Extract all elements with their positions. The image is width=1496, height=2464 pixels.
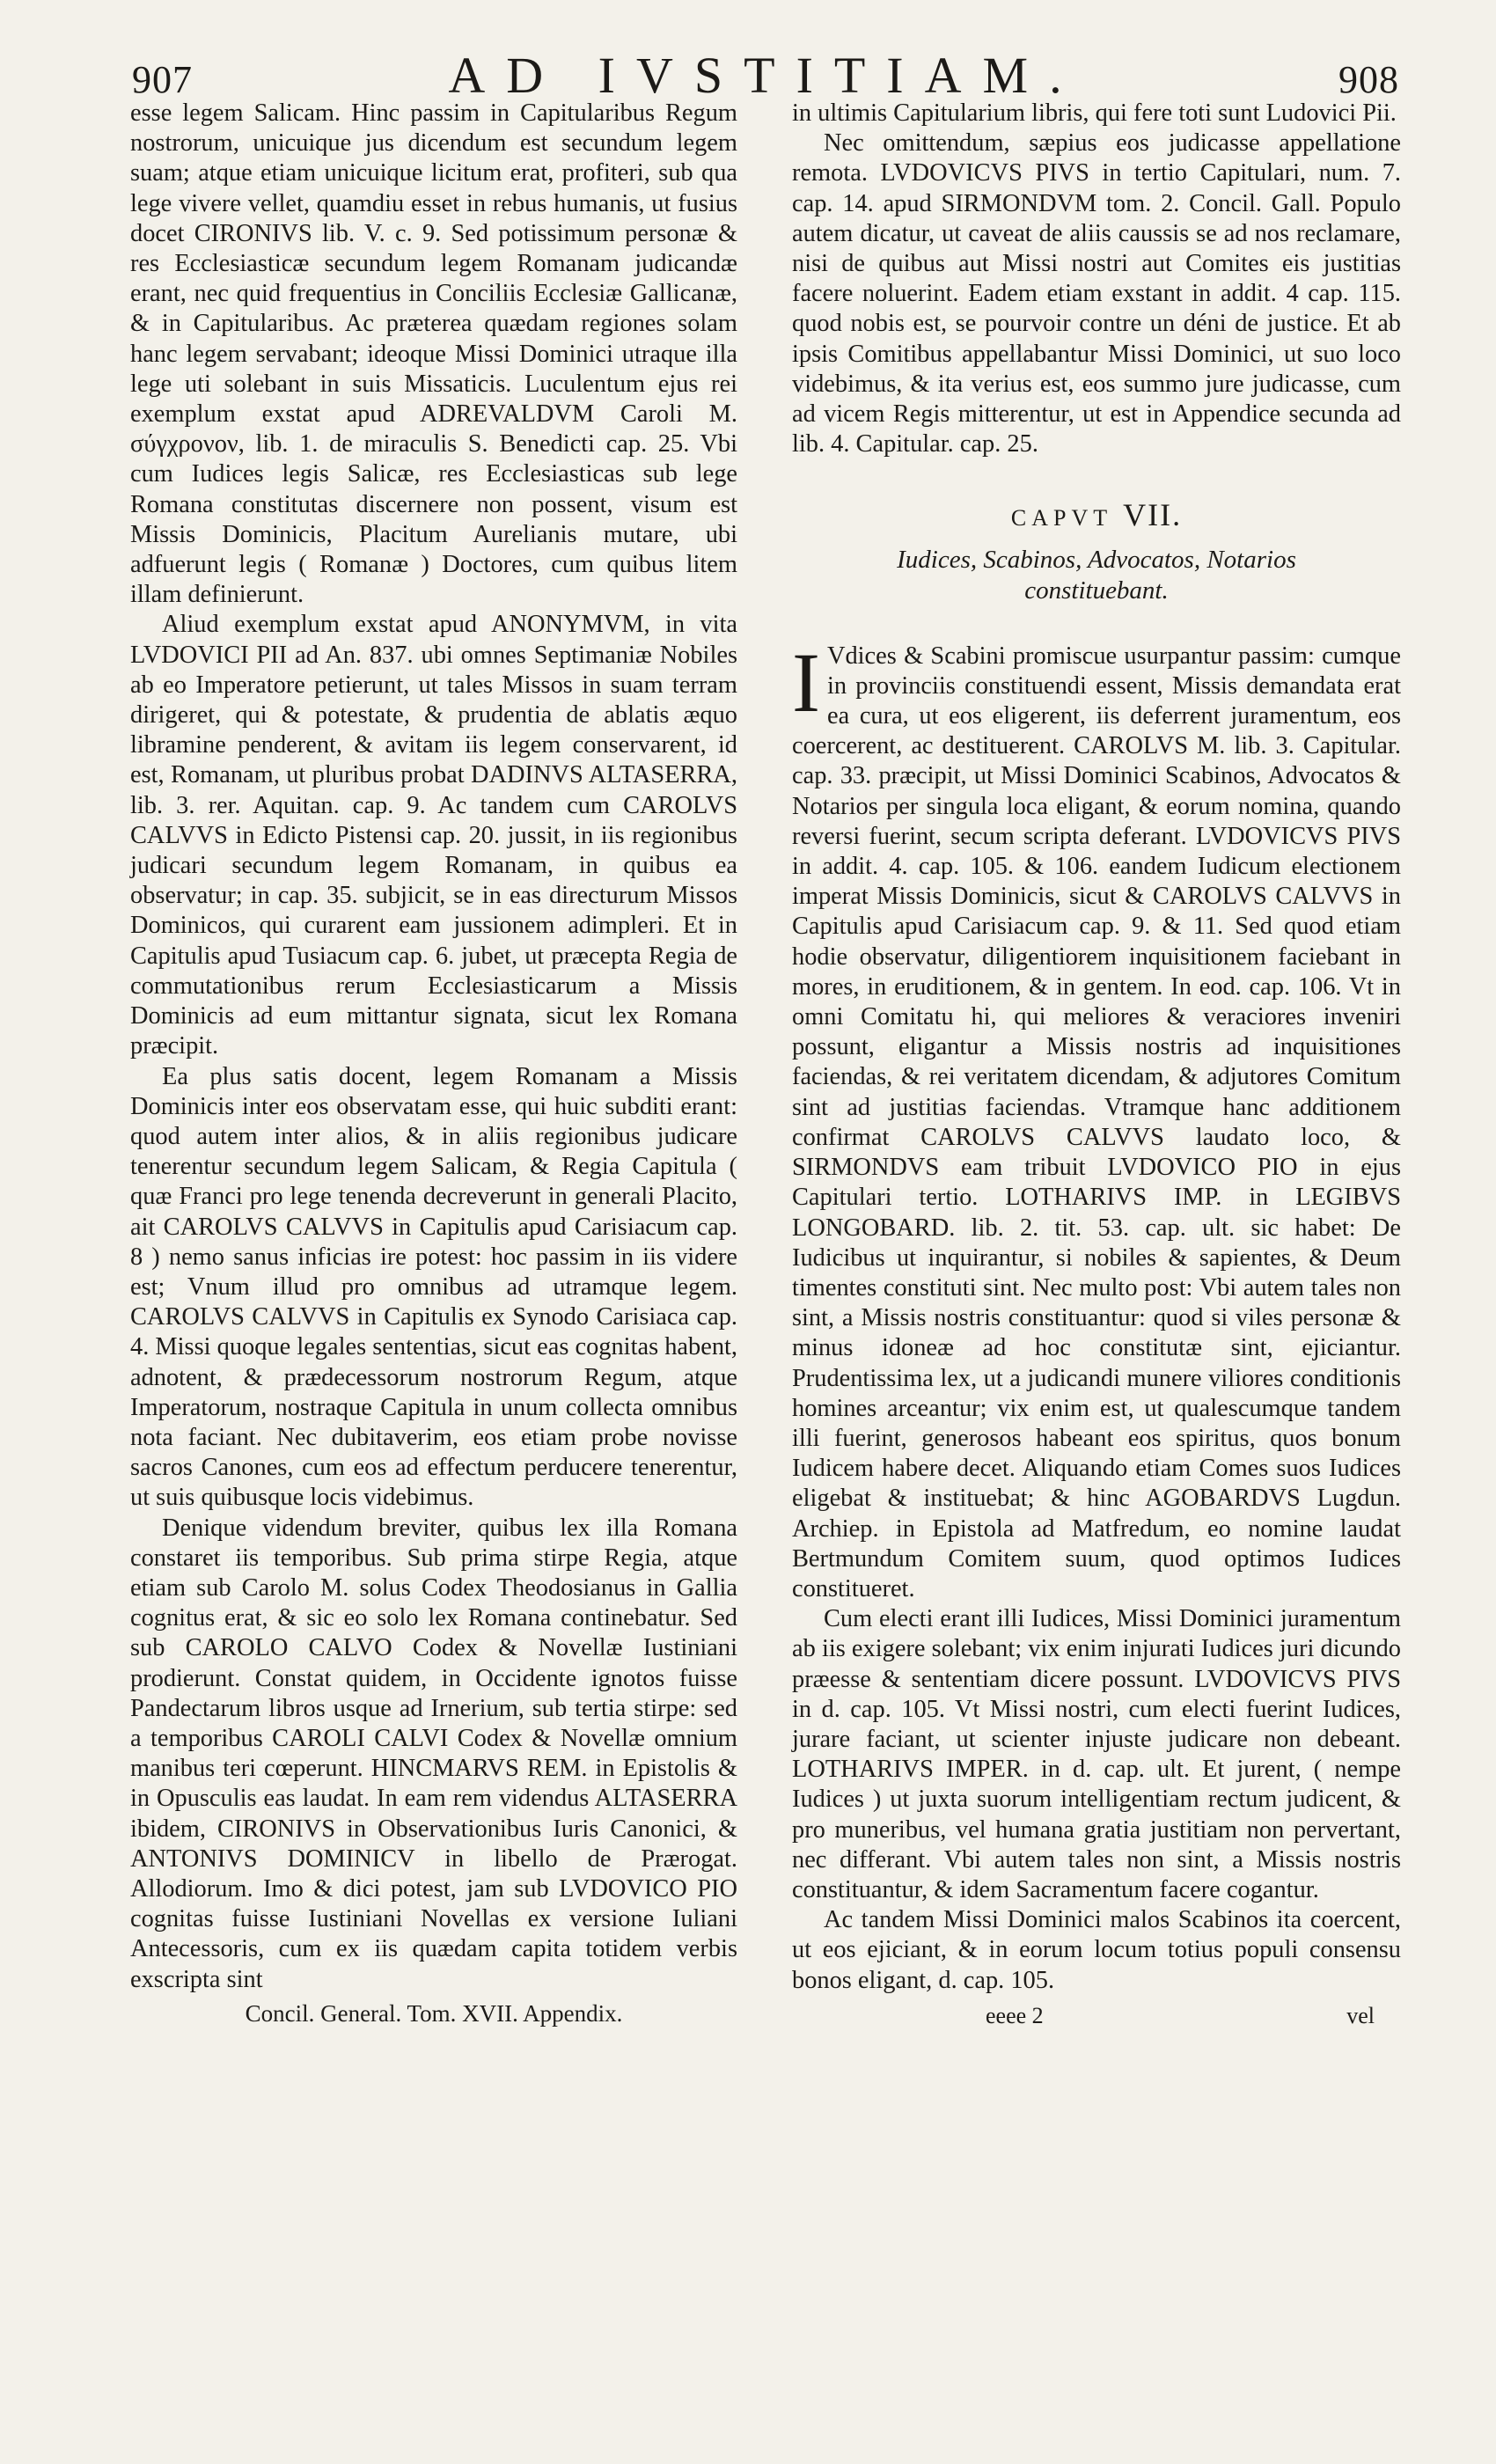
paragraph: in ultimis Capitularium libris, qui fere toti sunt Ludovici Pii. <box>792 99 1397 127</box>
page-footer-note: Concil. General. Tom. XVII. Appendix. <box>245 1999 623 2027</box>
chapter-title: Iudices, Scabinos, Advocatos, Notarios constituebant. <box>897 545 1296 605</box>
paragraph: Denique videndum breviter, quibus lex illa Romana constaret iis temporibus. Sub prima stirpe Regia, atque etiam sub Carolo M. solus Codex Theodosianus in Gallia cognitus erat, & sic eo solo lex Romana continebatur. Sed sub CAROLO CALVO Codex & Novellæ Iustiniani prodierunt. Constat quidem, in Occidente ignotos fuisse Pandectarum libros usque ad Irnerium, sub tertia stirpe: sed a temporibus CAROLI CALVI Codex & Novellæ omnium manibus teri cœperunt. HINCMARVS REM. in Epistolis & in Opusculis eas laudat. In eam rem videndus ALTASERRA ibidem, CIRONIVS in Observationibus Iuris Canonici, & ANTONIVS DOMINICV in libello de Prærogat. Allodiorum. Imo & dici potest, jam sub LVDOVICO PIO cognitas fuisse Iustiniani Novellas ex versione Iuliani Antecessoris, cum ex iis quædam capita totidem verbis exscripta sint <box>130 1514 737 1993</box>
signature-mark: eeee 2 <box>986 2002 1044 2028</box>
signature-line <box>792 2001 1401 2031</box>
paragraph: Ea plus satis docent, legem Romanam a Missis Dominicis inter eos observatam esse, qui huic subditi erant: quod autem inter alios, & in aliis regionibus judicare tenerentur secundum legem Salicam, & Regia Capitula ( quæ Franci pro lege tenenda decreverunt in generali Placito, ait CAROLVS CALVVS in Capitulis apud Carisiacum cap. 8 ) nemo sanus inficias ire potest: hoc passim in iis videre est; Vnum illud pro omnibus ad utramque legem. CAROLVS CALVVS in Capitulis ex Synodo Carisiaca cap. 4. Missi quoque legales sententias, sicut eas cognitas habent, adnotent, & prædecessorum nostrorum Regum, atque Imperatorum, nostraque Capitula in unum collecta omnibus nota faciant. Nec dubitaverim, eos etiam probe novisse sacros Canones, cum eos ad effectum perducere tenerentur, ut suis quibusque locis videbimus. <box>130 1062 737 1512</box>
paragraph <box>792 634 1401 1605</box>
paragraph: Nec omittendum, sæpius eos judicasse appellatione remota. LVDOVICVS PIVS in tertio Capitulari, num. 7. cap. 14. apud SIRMONDVM tom. 2. Concil. Gall. Populo autem dicatur, ut caveat de aliis caussis se ad nos reclamare, nisi de quibus aut Missi nostri aut Comites eis justitias facere noluerint. Eadem etiam exstant in addit. 4 cap. 115. quod nobis est, se pourvoir contre un déni de justice. Et ab ipsis Comitibus appellabantur Missi Dominici, ut suo loco videbimus, & ita verius est, eos summo jure judicasse, cum ad vicem Regis mitterentur, ut est in Appendice secunda ad lib. 4. Capitular. cap. 25. <box>792 129 1401 458</box>
running-title: AD IVSTITIAM. <box>448 47 1083 104</box>
right-column <box>792 99 1401 2031</box>
chapter-number: VII. <box>1123 497 1183 533</box>
paragraph-text: Vdices & Scabini promiscue usurpantur passim: cumque in provinciis constituendi essent, Missis demandata erat ea cura, ut eos eligerent, iis deferrent juramentum, eos coercerent, ac destituerent. CAROLVS M. lib. 3. Capitular. cap. 33. præcipit, ut Missi Dominici Scabinos, Advocatos & Notarios per singula loca eligant, & eorum nomina, quando reversi fuerint, secum scripta deferant. LVDOVICVS PIVS in addit. 4. cap. 105. & 106. eandem Iudicum electionem imperat Missis Dominicis, sicut & CAROLVS CALVVS in Capitulis apud Carisiacum cap. 9. & 11. Sed quod etiam hodie observatur, diligentiorem inquisitionem faciebant in mores, in eruditionem, & in gentem. In eod. cap. 106. Vt in omni Comitatu hi, qui meliores & veraciores inveniri possunt, eligantur a Missis nostris ad inquisitiones faciendas, & rei veritatem dicendam, & adjutores Comitum sint ad justitias faciendas. Vtramque hanc additionem confirmat CAROLVS CALVVS laudato loco, & SIRMONDVS eam tribuit LVDOVICO PIO in ejus Capitulari tertio. LOTHARIVS IMP. in LEGIBVS LONGOBARD. lib. 2. tit. 53. cap. ult. sic habet: De Iudicibus ut inquirantur, si nobiles & sapientes, & Deum timentes constituti sint. Nec multo post: Vbi autem tales non sint, a Missis nostris constituantur: quod si viles personæ & minus idoneæ ad hoc constitutæ sint, ejiciantur. Prudentissima lex, ut a judicandi munere viliores conditionis homines arceantur; vix enim est, ut qualescumque tandem illi fuerint, generosos habeant eos spiritus, quos bonum Iudicem habere decet. Aliquando etiam Comes suos Iudices eligebat & instituebat; & hinc AGOBARDVS Lugdun. Archiep. in Epistola ad Matfredum, eo nomine laudat Bertmundum Comitem suum, quod optimos Iudices constitueret. <box>792 642 1401 1602</box>
paragraph: Ac tandem Missi Dominici malos Scabinos ita coercent, ut eos ejiciant, & in eorum locum totius populi consensu bonos eligant, d. cap. 105. <box>792 1906 1401 1994</box>
paragraph: Aliud exemplum exstat apud ANONYMVM, in vita LVDOVICI PII ad An. 837. ubi omnes Septimaniæ Nobiles ab eo Imperatore petierunt, ut tales Missos in suam terram dirigeret, qui & potestate, & prudentia de ablatis æquo libramine penderent, & avitam iis legem conservarent, id est, Romanam, ut pluribus probat DADINVS ALTASERRA, lib. 3. rer. Aquitan. cap. 9. Ac tandem cum CAROLVS CALVVS in Edicto Pistensi cap. 20. jussit, in iis regionibus judicari secundum legem Romanam, in quibus ea observatur; in cap. 35. subjicit, se in eas directurum Missos Dominicos, qui curarent eam jussionem adimpleri. Et in Capitulis apud Tusiacum cap. 6. jubet, ut præcepta Regia de commutationibus rerum Ecclesiasticarum a Missis Dominicis ad eum mittantur signata, sicut lex Romana præcipit. <box>130 611 737 1060</box>
paragraph: esse legem Salicam. Hinc passim in Capitularibus Regum nostrorum, unicuique jus dicendum est secundum legem suam; atque etiam unicuique licitum erat, profiteri, sub qua lege vivere vellet, quamdiu esset in rebus humanis, ut fusius docet CIRONIVS lib. V. c. 9. Sed potissimum personæ & res Ecclesiasticæ secundum legem Romanam judicandæ erant, nec quid frequentius in Conciliis Ecclesiæ Gallicanæ, & in Capitularibus. Ac præterea quædam regiones solam hanc legem servabant; ideoque Missi Dominici utraque illa lege uti solebant in suis Missaticis. Luculentum ejus rei exemplum exstat apud ADREVALDVM Caroli M. σύγχρονον, lib. 1. de miraculis S. Benedicti cap. 25. Vbi cum Iudices legis Salicæ, res Ecclesiasticas sub lege Romana constitutas discernere non possent, visum est Missis Dominicis, Placitum Aurelianis mutare, ubi adfuerunt legis ( Romanæ ) Doctores, cum quibus litem illam definierunt. <box>130 99 737 609</box>
chapter-word: CAPVT <box>1010 505 1112 532</box>
drop-cap: I <box>792 634 820 730</box>
chapter-heading <box>792 497 1401 533</box>
page-number-left: 907 <box>132 58 193 101</box>
catchword: vel <box>1346 2002 1375 2028</box>
page-number-right: 908 <box>1338 58 1399 101</box>
left-column <box>130 99 737 2028</box>
paragraph: Cum electi erant illi Iudices, Missi Dominici juramentum ab iis exigere solebant; vix enim injurati Iudices juri dicundo præesse & sententiam dicere possunt. LVDOVICVS PIVS in d. cap. 105. Vt Missi nostri, cum electi fuerint Iudices, jurare faciant, ut scienter injuste judicare non debeant. LOTHARIVS IMPER. in d. cap. ult. Et jurent, ( nempe Iudices ) ut juxta suorum intelligentiam rectum judicent, & pro muneribus, vel humana gratia justitiam non pervertant, nec differant. Vbi autem tales non sint, a Missis nostris constituantur, & idem Sacramentum facere cogantur. <box>792 1605 1401 1903</box>
